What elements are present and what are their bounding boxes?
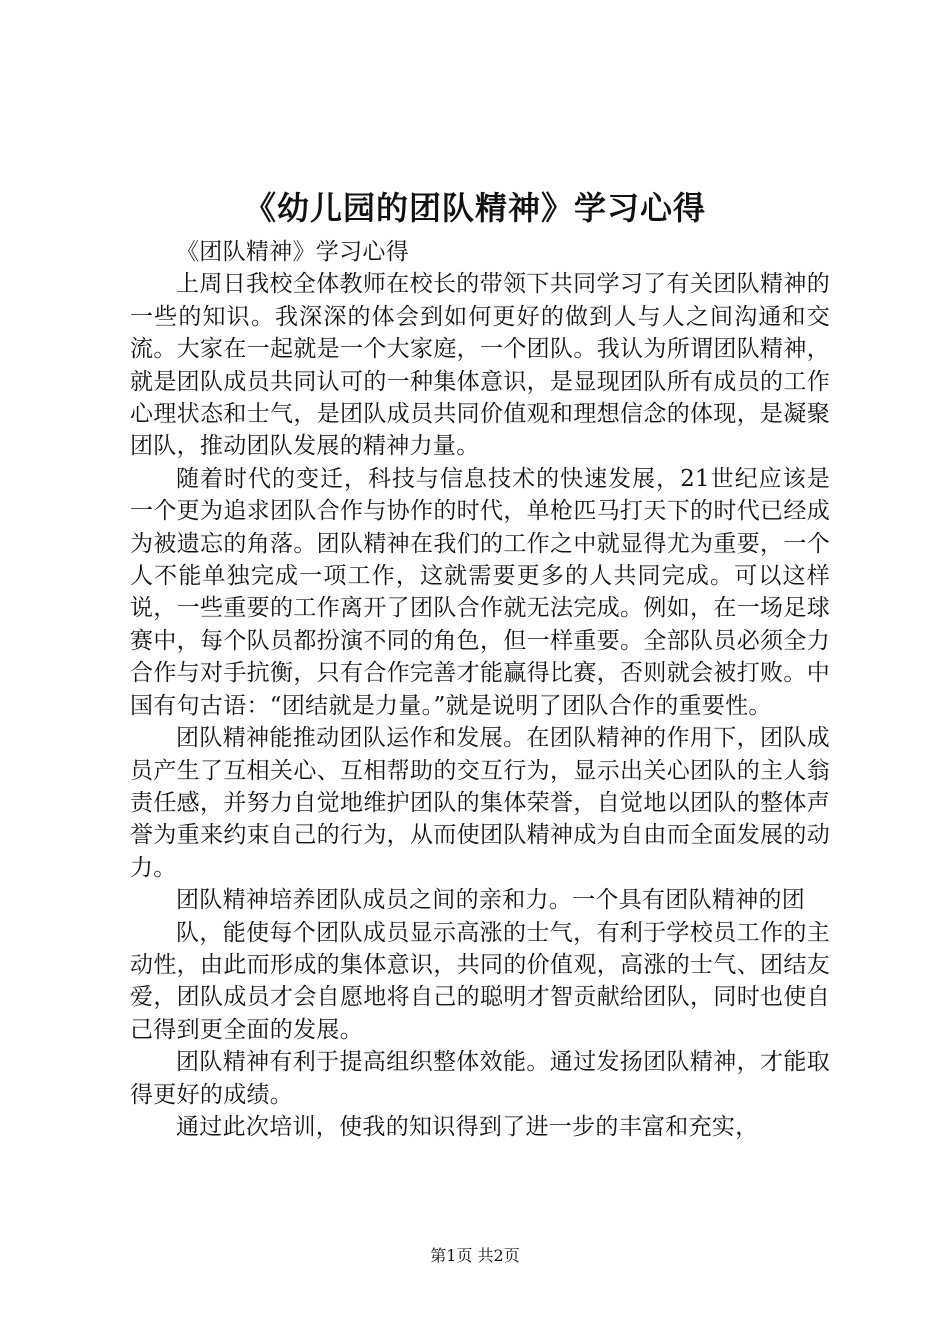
paragraph: 队，能使每个团队成员显示高涨的士气，有利于学校员工作的主动性，由此而形成的集体意识，共同的价值观，高涨的士气、团结友爱，团队成员才会自愿地将自己的聪明才智贡献给团队，同时也使自己得到更全面的发展。 bbox=[130, 919, 830, 1043]
paragraph-subtitle: 《团队精神》学习心得 bbox=[176, 239, 409, 265]
paragraph: 上周日我校全体教师在校长的带领下共同学习了有关团队精神的一些的知识。我深深的体会到如何更好的做到人与人之间沟通和交流。大家在一起就是一个大家庭，一个团队。我认为所谓团队精神，就是团队成员共同认可的一种集体意识，是显现团队所有成员的工作心理状态和士气，是团队成员共同价值观和理想信念的体现，是凝聚团队，推动团队发展的精神力量。 bbox=[130, 271, 830, 460]
page-footer: 第1页 共2页 bbox=[430, 1246, 520, 1265]
paragraph: 团队精神有利于提高组织整体效能。通过发扬团队精神，才能取得更好的成绩。 bbox=[130, 1049, 830, 1108]
paragraph: 团队精神能推动团队运作和发展。在团队精神的作用下，团队成员产生了互相关心、互相帮助的交互行为，显示出关心团队的主人翁责任感，并努力自觉地维护团队的集体荣誉，自觉地以团队的整体声誉为重来约束自己的行为，从而使团队精神成为自由而全面发展的动力。 bbox=[130, 725, 830, 881]
paragraph: 团队精神培养团队成员之间的亲和力。一个具有团队精神的团 bbox=[176, 887, 806, 914]
paragraph: 通过此次培训，使我的知识得到了进一步的丰富和充实， bbox=[176, 1113, 759, 1140]
paragraph: 随着时代的变迁，科技与信息技术的快速发展，21世纪应该是一个更为追求团队合作与协作的时代，单枪匹马打天下的时代已经成为被遗忘的角落。团队精神在我们的工作之中就显得尤为重要，一个人不能单独完成一项工作，这就需要更多的人共同完成。可以这样说，一些重要的工作离开了团队合作就无法完成。例如，在一场足球赛中，每个队员都扮演不同的角色，但一样重要。全部队员必须全力合作与对手抗衡，只有合作完善才能赢得比赛，否则就会被打败。中国有句古语：“团结就是力量。”就是说明了团队合作的重要性。 bbox=[130, 465, 830, 719]
document-title: 《幼儿园的团队精神》学习心得 bbox=[243, 189, 706, 227]
document-body bbox=[130, 236, 830, 1143]
